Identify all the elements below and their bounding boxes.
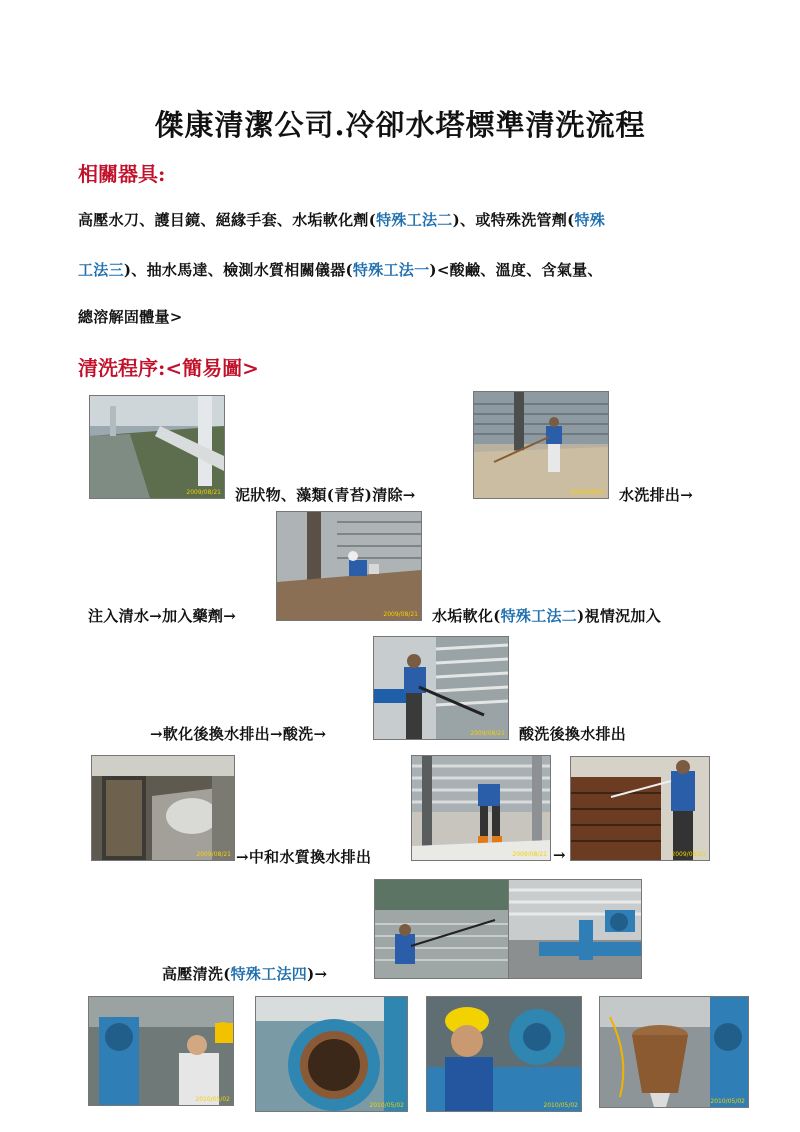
photo-pipe-drain — [91, 755, 235, 861]
photo-basin-sludge — [89, 395, 225, 499]
photo-helmet-worker — [426, 996, 582, 1112]
photo-valve-worker — [88, 996, 234, 1106]
photo-strainer — [599, 996, 749, 1108]
procedure-heading: 清洗程序:<簡易圖> — [78, 356, 259, 380]
equipment-text: )、抽水馬達、檢測水質相關儀器( — [123, 261, 353, 279]
page-title: 傑康清潔公司.冷卻水塔標準清洗流程 — [154, 108, 646, 142]
step-arrow: → — [553, 846, 566, 864]
step-add-water-chemicals: 注入清水→加入藥劑→ — [88, 607, 237, 625]
photo-date-stamp: 2009/08/21 — [383, 611, 418, 618]
special-method-1: 特殊工法一 — [352, 261, 430, 279]
photo-worker-hose — [373, 636, 509, 740]
photo-panel-spray — [570, 756, 710, 861]
photo-date-stamp: 2009/08/21 — [196, 851, 231, 858]
photo-date-stamp: 2009/08/21 — [512, 851, 547, 858]
step-text: )→ — [307, 965, 328, 983]
step-neutralize-drain: →中和水質換水排出 — [236, 848, 372, 866]
photo-pressure-wash — [374, 879, 510, 979]
photo-blue-pipes — [508, 879, 642, 979]
special-method-3-part: 特殊 — [574, 211, 606, 229]
step-post-acid-drain: 酸洗後換水排出 — [519, 725, 627, 743]
photo-worker-kneeling — [276, 511, 422, 621]
photo-pipe-flange — [255, 996, 408, 1112]
equipment-text: 高壓水刀、護目鏡、絕緣手套、水垢軟化劑( — [78, 211, 377, 229]
special-method-3-part: 工法三 — [78, 261, 124, 279]
step-drain-acid-wash: →軟化後換水排出→酸洗→ — [150, 725, 327, 743]
special-method-4: 特殊工法四 — [230, 965, 308, 983]
photo-worker-washing — [473, 391, 609, 499]
equipment-heading: 相關器具: — [78, 162, 166, 186]
equipment-line-3: 總溶解固體量> — [78, 308, 183, 326]
step-text: 高壓清洗( — [162, 965, 231, 983]
equipment-line-1 — [78, 209, 605, 230]
photo-date-stamp: 2010/05/02 — [710, 1098, 745, 1105]
photo-date-stamp: 2009/08/21 — [186, 489, 221, 496]
equipment-text: )<酸鹼、溫度、含氣量、 — [429, 261, 603, 279]
step-text: 水垢軟化( — [432, 607, 501, 625]
photo-date-stamp: 2009/08/21 — [470, 730, 505, 737]
photo-date-stamp: 2009/08/21 — [671, 851, 706, 858]
equipment-line-2 — [78, 259, 603, 280]
photo-date-stamp: 2010/05/02 — [195, 1096, 230, 1103]
step-sludge-removal: 泥狀物、藻類(青苔)清除→ — [235, 486, 416, 504]
equipment-text: )、或特殊洗管劑( — [452, 211, 575, 229]
photo-date-stamp: 2009/08/21 — [570, 489, 605, 496]
photo-date-stamp: 2010/05/02 — [369, 1102, 404, 1109]
step-text: )視情況加入 — [577, 607, 662, 625]
step-scale-softening — [432, 605, 661, 626]
step-pressure-wash — [162, 963, 327, 984]
special-method-2: 特殊工法二 — [500, 607, 578, 625]
step-water-wash: 水洗排出→ — [619, 486, 694, 504]
photo-worker-rinse — [411, 755, 551, 861]
special-method-2: 特殊工法二 — [376, 211, 453, 229]
photo-date-stamp: 2010/05/02 — [543, 1102, 578, 1109]
